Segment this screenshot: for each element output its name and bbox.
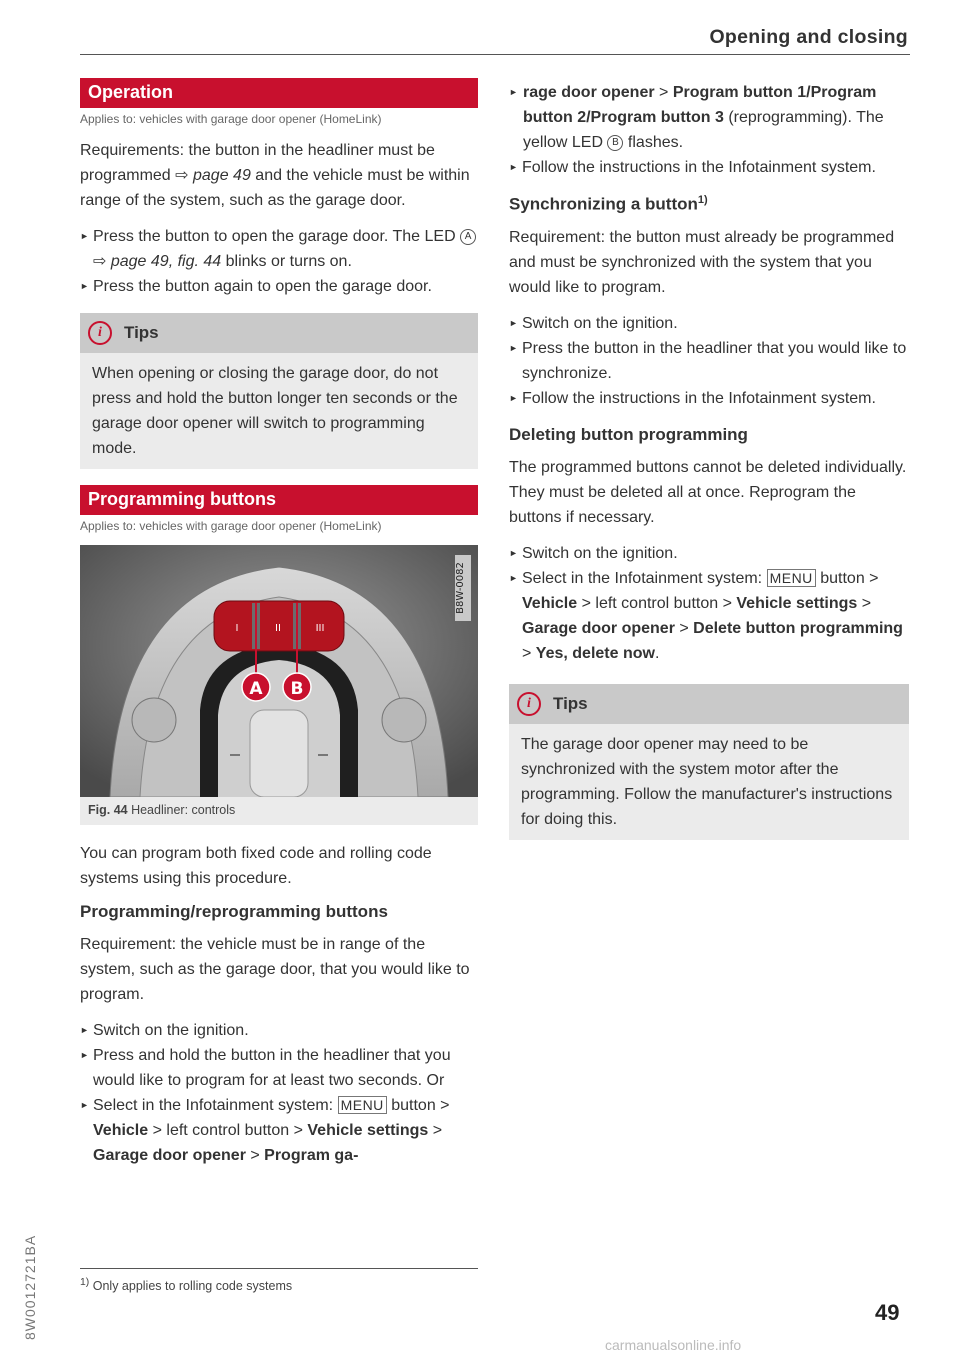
info-icon: i	[517, 692, 541, 716]
tips-body: The garage door opener may need to be synchronized with the system motor after the programming. Follow the manufacturer's instructions for doing this.	[521, 735, 893, 828]
list-item: ► Select in the Infotainment system: MENU button > Vehicle > left control button > Vehicle settings > Garage door opener > Program ga-	[80, 1093, 478, 1168]
list-item: ► Press the button again to open the garage door.	[80, 274, 478, 299]
list-item: ► rage door opener > Program button 1/Program button 2/Program button 3 (reprogramming). The yellow LED B flashes.	[509, 80, 909, 155]
list-item: ► Follow the instructions in the Infotainment system.	[509, 155, 909, 180]
header-rule	[80, 54, 910, 55]
footnote: $^{1)}$ Only applies to rolling code systems	[80, 1277, 293, 1294]
callout-b: B	[290, 679, 304, 699]
menu-key: MENU	[767, 569, 816, 587]
page-ref-link[interactable]: ⇨ page 49	[175, 167, 251, 184]
operation-requirements: Requirements: the button in the headliner must be programmed ⇨ page 49 and the vehicle must be within range of the system, such as the garage door.	[80, 142, 470, 209]
subhead-synchronizing: Synchronizing a button$^{1)}$	[509, 194, 708, 214]
headliner-illustration	[80, 545, 478, 797]
list-item: ► Press the button in the headliner that you would like to synchronize.	[509, 336, 909, 386]
requirement-text: Requirement: the vehicle must be in range of the system, such as the garage door, that you would like to program.	[80, 936, 470, 1003]
tips-header	[80, 313, 478, 353]
list-item: ► Switch on the ignition.	[80, 1018, 478, 1043]
tips-title: Tips	[553, 693, 588, 713]
list-item: ► Select in the Infotainment system: MENU button > Vehicle > left control button > Vehicle settings > Garage door opener > Delete button programming > Yes, delete now.	[509, 566, 909, 666]
tips-box	[509, 684, 909, 840]
operation-steps	[80, 224, 478, 299]
button-3-label: III	[315, 623, 325, 634]
led-b-badge: B	[607, 135, 623, 151]
left-column	[80, 78, 478, 1178]
subhead-deleting: Deleting button programming	[509, 424, 748, 444]
programming-applies: Applies to: vehicles with garage door opener (HomeLink)	[80, 519, 382, 533]
fig-ref-link[interactable]: ⇨ page 49, fig. 44	[93, 253, 222, 270]
tips-body: When opening or closing the garage door, do not press and hold the button longer ten seconds or the garage door opener will switch to programming mode.	[92, 365, 458, 457]
menu-key: MENU	[338, 1096, 387, 1114]
button-2-label: II	[275, 623, 281, 634]
tips-header	[509, 684, 909, 724]
programming-heading: Programming buttons	[80, 485, 478, 515]
delete-steps	[509, 541, 909, 666]
list-item: ► Follow the instructions in the Infotainment system.	[509, 386, 909, 411]
page-number: 49	[875, 1300, 900, 1325]
footnote-rule	[80, 1268, 478, 1269]
headliner-figure	[80, 545, 478, 797]
delete-intro: The programmed buttons cannot be deleted individually. They must be deleted all at once. Reprogram the buttons if necessary.	[509, 458, 907, 526]
right-column	[509, 80, 909, 854]
operation-heading: Operation	[80, 78, 478, 108]
intro-text: You can program both fixed code and rolling code systems using this procedure.	[80, 845, 432, 887]
watermark-text: carmanualsonline.info	[605, 1337, 742, 1353]
document-code: 8W0012721BA	[22, 1234, 38, 1340]
continued-steps	[509, 80, 909, 180]
operation-applies: Applies to: vehicles with garage door opener (HomeLink)	[80, 112, 382, 126]
sync-requirement: Requirement: the button must already be programmed and must be synchronized with the system that you would like to program.	[509, 228, 895, 296]
button-1-label: I	[235, 623, 239, 634]
programming-steps	[80, 1018, 478, 1168]
tips-box	[80, 313, 478, 469]
list-item: ► Press the button to open the garage door. The LED A ⇨ page 49, fig. 44 blinks or turns on.	[80, 224, 478, 274]
figure-caption: Fig. 44 Headliner: controls	[80, 797, 478, 825]
subhead-programming: Programming/reprogramming buttons	[80, 902, 388, 921]
page-header-title: Opening and closing	[709, 26, 908, 48]
info-icon: i	[88, 321, 112, 345]
tips-title: Tips	[124, 323, 159, 342]
list-item: ► Press and hold the button in the headliner that you would like to program for at least two seconds. Or	[80, 1043, 478, 1093]
callout-a: A	[249, 679, 263, 699]
led-a-badge: A	[460, 229, 476, 245]
list-item: ► Switch on the ignition.	[509, 541, 909, 566]
sync-steps	[509, 311, 909, 411]
list-item: ► Switch on the ignition.	[509, 311, 909, 336]
figure-code: B8W-0082	[455, 562, 466, 614]
